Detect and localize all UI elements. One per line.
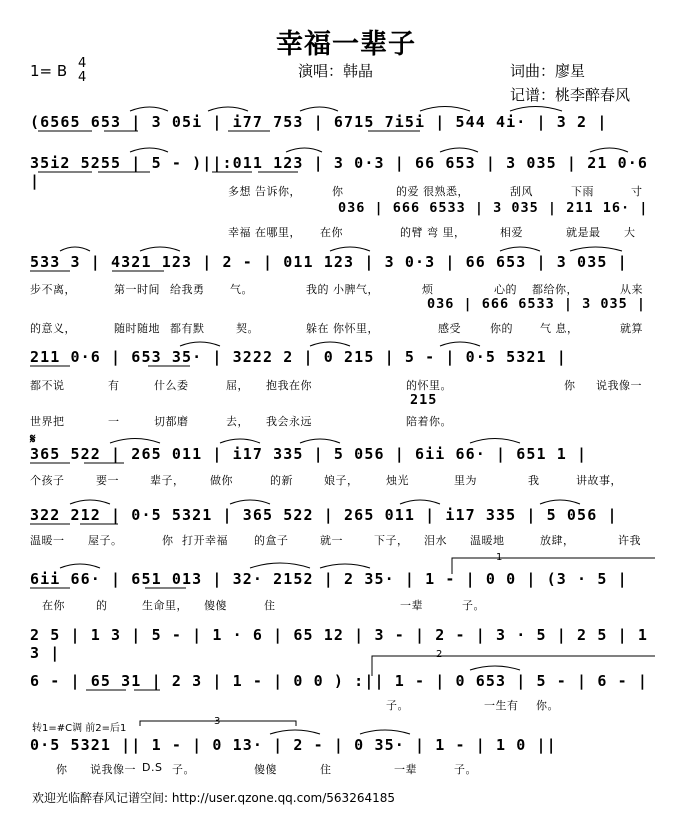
lyric: 契。 <box>236 322 259 335</box>
lyric: 里为 <box>454 474 477 487</box>
lyric: 大 <box>624 226 636 239</box>
lyric: 住 <box>264 599 276 612</box>
lyric: 就一 <box>320 534 343 547</box>
lyric: 温暖地 <box>470 534 505 547</box>
lyric: 一辈 <box>400 599 423 612</box>
time-signature-top: 4 <box>78 56 87 71</box>
lyric: 傻傻 <box>204 599 227 612</box>
lyric: 都不说 <box>30 379 65 392</box>
lyric: 要一 <box>96 474 119 487</box>
lyric: 幸福 在哪里， <box>228 226 301 239</box>
lyric: 做你 <box>210 474 233 487</box>
tuplet-label: 3 <box>214 716 221 727</box>
score-row-2: 35i2 5255 | 5 - )||:011 123 | 3 0·3 | 66 653 | 3 035 | 21 0·6 | <box>30 154 648 190</box>
lyric: 随时随地 <box>114 322 160 335</box>
lyric: 屈， <box>226 379 249 392</box>
lyric: 的新 <box>270 474 293 487</box>
score-row-6: 322 212 | 0·5 5321 | 365 522 | 265 011 | i17 335 | 5 056 | <box>30 506 618 524</box>
lyric: 你 <box>332 185 344 198</box>
alt-notes-row-2: 036 | 666 6533 | 3 035 | 211 16· | <box>338 200 649 216</box>
lyric: 我 <box>528 474 540 487</box>
lyric: 感受 <box>438 322 461 335</box>
score-row-1: (6565 653 | 3 05i | i77 753 | 6715 7i5i | 544 4i· | 3 2 | <box>30 113 608 131</box>
lyric: 寸 <box>631 185 643 198</box>
lyric: 相爱 <box>500 226 523 239</box>
singer-credit: 演唱：韩晶 <box>298 62 374 80</box>
lyric: 你 <box>162 534 174 547</box>
lyric: 烦 <box>422 283 434 296</box>
lyric: 就是最 <box>566 226 601 239</box>
lyric: 第一时间 <box>114 283 160 296</box>
song-title: 幸福一辈子 <box>276 29 416 60</box>
lyric: 都有默 <box>170 322 205 335</box>
score-row-7: 6ii 66· | 651 013 | 32· 2152 | 2 35· | 1 - | 0 0 | (3 · 5 | <box>30 570 628 588</box>
lyric: 子。 <box>172 763 195 776</box>
score-row-9: 6 - | 65 31 | 2 3 | 1 - | 0 0 ) :|| 1 - | 0 653 | 5 - | 6 - | <box>30 672 648 690</box>
lyric: 下子， <box>374 534 409 547</box>
lyric: 打开幸福 <box>182 534 228 547</box>
lyric: 去， <box>226 415 249 428</box>
score-row-5: 365 522 | 265 011 | i17 335 | 5 056 | 6ii 66· | 651 1 | <box>30 445 588 463</box>
lyric: D.S <box>142 761 163 774</box>
lyric: 下雨 <box>571 185 594 198</box>
lyric: 说我像一 <box>90 763 136 776</box>
composer-credit: 词曲：廖星 <box>510 62 586 80</box>
lyric: 子。 <box>454 763 477 776</box>
lyric: 生命里， <box>142 599 188 612</box>
score-row-4: 211 0·6 | 653 35· | 3222 2 | 0 215 | 5 - | 0·5 5321 | <box>30 348 567 366</box>
lyric: 我会永远 <box>266 415 312 428</box>
lyric: 傻傻 <box>254 763 277 776</box>
lyric: 温暖一 <box>30 534 65 547</box>
lyric: 住 <box>320 763 332 776</box>
lyric: 的意义， <box>30 322 76 335</box>
lyric: 的 <box>96 599 108 612</box>
lyric: 的臂 弯 里， <box>400 226 466 239</box>
lyric: 有 <box>108 379 120 392</box>
score-row-8: 2 5 | 1 3 | 5 - | 1 · 6 | 65 12 | 3 - | 2 - | 3 · 5 | 2 5 | 1 3 | <box>30 626 648 662</box>
lyric: 心的 <box>494 283 517 296</box>
lyric: 在你 <box>320 226 343 239</box>
time-signature <box>78 57 86 85</box>
lyric: 就算 <box>620 322 643 335</box>
transcriber-credit: 记谱：桃李醉春风 <box>510 86 631 104</box>
lyric: 抱我在你 <box>266 379 312 392</box>
lyric: 切都磨 <box>154 415 189 428</box>
lyric: 气。 <box>230 283 253 296</box>
alt-notes-row-3: 036 | 666 6533 | 3 035 | <box>427 296 647 312</box>
lyric: 子。 <box>462 599 485 612</box>
lyric: 我的 小脾气， <box>306 283 379 296</box>
lyric: 的盒子 <box>254 534 289 547</box>
lyric: 一辈 <box>394 763 417 776</box>
score-row-3: 533 3 | 4321 123 | 2 - | 011 123 | 3 0·3 | 66 653 | 3 035 | <box>30 253 628 271</box>
lyric: 许我 <box>618 534 641 547</box>
lyric: 烛光 <box>386 474 409 487</box>
lyric: 屋子。 <box>88 534 123 547</box>
lyric: 世界把 <box>30 415 65 428</box>
lyric: 给我勇 <box>170 283 205 296</box>
lyric: 你的 <box>490 322 513 335</box>
segno-icon: 𝄋 <box>30 432 36 447</box>
modulation-note: 转1=#C调 前2=后1 <box>32 723 127 734</box>
lyric: 讲故事， <box>576 474 622 487</box>
lyric: 一生有 <box>484 699 519 712</box>
lyric: 你 <box>56 763 68 776</box>
alt-notes-row-4: 215 <box>410 392 438 408</box>
footer-text: 欢迎光临醉春风记谱空间: http://user.qzone.qq.com/563264185 <box>32 791 396 805</box>
lyric: 子。 <box>386 699 409 712</box>
lyric: 说我像一 <box>596 379 642 392</box>
lyric: 多想 告诉你， <box>228 185 301 198</box>
lyric: 躲在 你怀里， <box>306 322 379 335</box>
lyric: 从来 <box>620 283 643 296</box>
lyric: 你 <box>564 379 576 392</box>
lyric: 放肆， <box>540 534 575 547</box>
lyric: 泪水 <box>424 534 447 547</box>
time-signature-bottom: 4 <box>78 70 87 85</box>
volta-1-label: 1 <box>496 552 503 563</box>
lyric: 一 <box>108 415 120 428</box>
lyric: 辈子， <box>150 474 185 487</box>
lyric: 刮风 <box>510 185 533 198</box>
lyric: 的怀里。 <box>406 379 452 392</box>
lyric: 在你 <box>42 599 65 612</box>
lyric: 娘子， <box>324 474 359 487</box>
lyric: 你。 <box>536 699 559 712</box>
lyric: 气 息， <box>540 322 579 335</box>
key-signature: 1= B <box>30 62 68 80</box>
lyric: 陪着你。 <box>406 415 452 428</box>
lyric: 什么委 <box>154 379 189 392</box>
lyric: 个孩子 <box>30 474 65 487</box>
score-row-10: 0·5 5321 || 1 - | 0 13· | 2 - | 0 35· | 1 - | 1 0 || <box>30 736 557 754</box>
lyric: 的爱 很熟悉， <box>396 185 469 198</box>
volta-2-label: 2 <box>436 649 443 660</box>
lyric: 步不离， <box>30 283 76 296</box>
lyric: 都给你， <box>532 283 578 296</box>
